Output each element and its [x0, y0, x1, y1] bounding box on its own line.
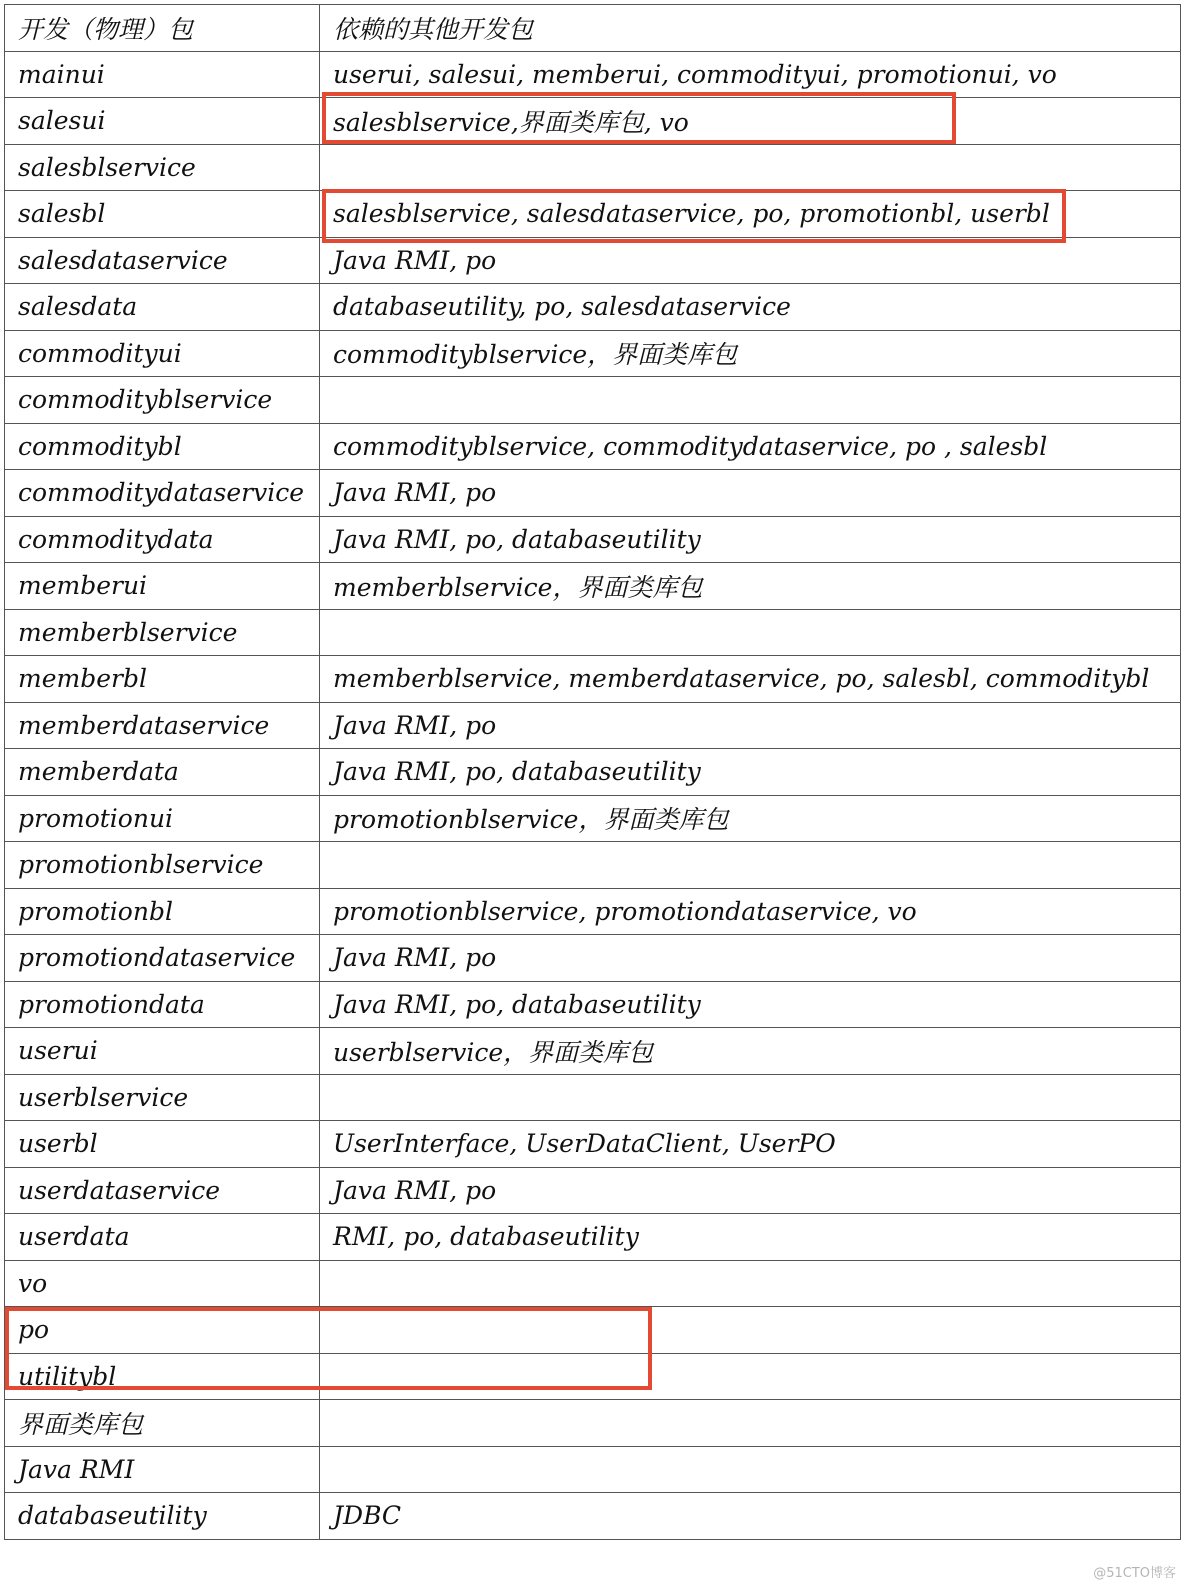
package-cell: databaseutility	[5, 1493, 320, 1540]
table-header-row	[5, 5, 1181, 52]
dependencies-cell: promotionblservice，界面类库包	[320, 795, 1181, 842]
package-cell: salesui	[5, 98, 320, 145]
package-cell: utilitybl	[5, 1353, 320, 1400]
dependencies-cell	[320, 1446, 1181, 1493]
dependencies-cell: Java RMI, po, databaseutility	[320, 749, 1181, 796]
package-cell: salesdataservice	[5, 237, 320, 284]
dependencies-cell	[320, 377, 1181, 424]
table-row	[5, 1446, 1181, 1493]
package-cell: commodityblservice	[5, 377, 320, 424]
table-row	[5, 191, 1181, 238]
package-cell: promotiondata	[5, 981, 320, 1028]
table-row	[5, 98, 1181, 145]
dependencies-cell: UserInterface, UserDataClient, UserPO	[320, 1121, 1181, 1168]
dependencies-cell: RMI, po, databaseutility	[320, 1214, 1181, 1261]
package-cell: promotionbl	[5, 888, 320, 935]
package-cell: memberblservice	[5, 609, 320, 656]
package-cell: memberdataservice	[5, 702, 320, 749]
table-row	[5, 144, 1181, 191]
package-cell: commoditybl	[5, 423, 320, 470]
table-row	[5, 1260, 1181, 1307]
package-cell: memberui	[5, 563, 320, 610]
dependencies-cell	[320, 1074, 1181, 1121]
dependencies-cell: Java RMI, po	[320, 237, 1181, 284]
dependencies-cell: commodityblservice, commoditydataservice, po , salesbl	[320, 423, 1181, 470]
package-cell: userdata	[5, 1214, 320, 1261]
table-row	[5, 51, 1181, 98]
package-cell: promotionui	[5, 795, 320, 842]
dependencies-cell: Java RMI, po, databaseutility	[320, 516, 1181, 563]
dependencies-cell	[320, 1400, 1181, 1447]
package-cell: promotiondataservice	[5, 935, 320, 982]
table-row	[5, 1307, 1181, 1354]
table-row	[5, 842, 1181, 889]
package-cell: memberdata	[5, 749, 320, 796]
table-row	[5, 423, 1181, 470]
dependencies-cell: userblservice，界面类库包	[320, 1028, 1181, 1075]
table-row	[5, 888, 1181, 935]
table-row	[5, 702, 1181, 749]
watermark: @51CTO博客	[1093, 1566, 1176, 1581]
table-row	[5, 981, 1181, 1028]
table-row	[5, 516, 1181, 563]
package-cell: userdataservice	[5, 1167, 320, 1214]
dependencies-cell: JDBC	[320, 1493, 1181, 1540]
package-cell: promotionblservice	[5, 842, 320, 889]
dependencies-cell: memberblservice，界面类库包	[320, 563, 1181, 610]
dependencies-cell: Java RMI, po	[320, 470, 1181, 517]
table-row	[5, 377, 1181, 424]
table-row	[5, 1400, 1181, 1447]
dependencies-cell: memberblservice, memberdataservice, po, salesbl, commoditybl	[320, 656, 1181, 703]
table-body	[5, 5, 1181, 1540]
header-package: 开发（物理）包	[5, 5, 320, 52]
package-cell: Java RMI	[5, 1446, 320, 1493]
table-row	[5, 563, 1181, 610]
table-row	[5, 284, 1181, 331]
dependencies-cell	[320, 144, 1181, 191]
table-row	[5, 330, 1181, 377]
table-row	[5, 1214, 1181, 1261]
package-cell: salesblservice	[5, 144, 320, 191]
table-row	[5, 609, 1181, 656]
package-cell: userui	[5, 1028, 320, 1075]
dependencies-cell	[320, 609, 1181, 656]
table-row	[5, 749, 1181, 796]
dependencies-cell: userui, salesui, memberui, commodityui, promotionui, vo	[320, 51, 1181, 98]
package-cell: userbl	[5, 1121, 320, 1168]
dependencies-cell	[320, 1307, 1181, 1354]
header-dependencies: 依赖的其他开发包	[320, 5, 1181, 52]
dependency-table	[4, 4, 1181, 1540]
package-cell: userblservice	[5, 1074, 320, 1121]
dependencies-cell	[320, 1353, 1181, 1400]
table-row	[5, 1493, 1181, 1540]
dependencies-cell: promotionblservice, promotiondataservice, vo	[320, 888, 1181, 935]
table-row	[5, 1353, 1181, 1400]
dependencies-cell	[320, 1260, 1181, 1307]
table-row	[5, 1167, 1181, 1214]
package-cell: po	[5, 1307, 320, 1354]
package-cell: salesbl	[5, 191, 320, 238]
dependencies-cell: Java RMI, po, databaseutility	[320, 981, 1181, 1028]
table-row	[5, 656, 1181, 703]
dependencies-cell: salesblservice, salesdataservice, po, promotionbl, userbl	[320, 191, 1181, 238]
package-cell: commoditydata	[5, 516, 320, 563]
package-cell: memberbl	[5, 656, 320, 703]
package-cell: vo	[5, 1260, 320, 1307]
table-row	[5, 1028, 1181, 1075]
dependencies-cell: Java RMI, po	[320, 1167, 1181, 1214]
table-row	[5, 935, 1181, 982]
table-row	[5, 470, 1181, 517]
dependencies-cell: databaseutility, po, salesdataservice	[320, 284, 1181, 331]
package-cell: commoditydataservice	[5, 470, 320, 517]
table-row	[5, 795, 1181, 842]
table-row	[5, 1121, 1181, 1168]
package-cell: 界面类库包	[5, 1400, 320, 1447]
dependencies-cell: Java RMI, po	[320, 702, 1181, 749]
table-row	[5, 1074, 1181, 1121]
dependencies-cell: commodityblservice，界面类库包	[320, 330, 1181, 377]
package-cell: commodityui	[5, 330, 320, 377]
dependencies-cell	[320, 842, 1181, 889]
table-row	[5, 237, 1181, 284]
dependencies-cell: salesblservice,界面类库包, vo	[320, 98, 1181, 145]
dependencies-cell: Java RMI, po	[320, 935, 1181, 982]
package-cell: mainui	[5, 51, 320, 98]
package-cell: salesdata	[5, 284, 320, 331]
